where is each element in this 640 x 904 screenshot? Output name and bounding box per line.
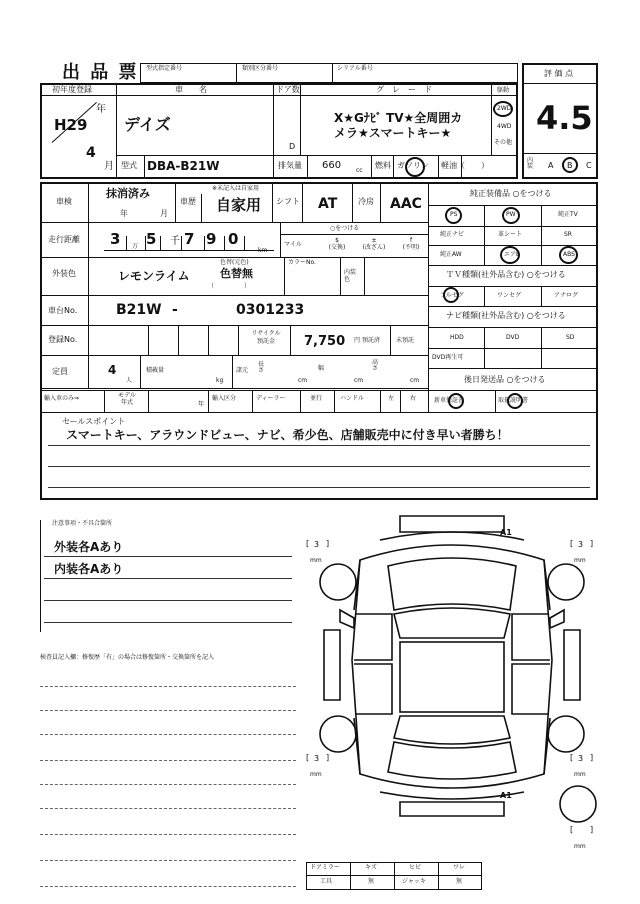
interior-b: B [567, 161, 573, 170]
doors-label: ドア数 [276, 85, 300, 94]
left-front-door [354, 614, 392, 660]
mileage-digit: 3 [110, 230, 121, 248]
chassis-prefix: B21W [116, 302, 162, 318]
tire-front-right [548, 564, 584, 600]
capacity-label: 定員 [52, 367, 68, 376]
color-value: レモンライム [118, 269, 190, 283]
left-rear-door [354, 664, 392, 714]
tv-fullseg: フルセグ [440, 292, 464, 299]
mileage-tampered: ± (改ざん) [362, 237, 386, 252]
ac-value: AAC [390, 196, 422, 212]
front-bumper [400, 516, 504, 532]
front-damage-mark: A1 [500, 528, 512, 537]
recycle-unpaid: 未預託 [396, 337, 415, 344]
equip-abs-circle [559, 246, 578, 264]
repaint-value: 色替無 [220, 267, 253, 280]
shaken-year-unit: 年 [120, 209, 128, 218]
tire-front-left [320, 564, 356, 600]
repaint-label: 色替(元色) [220, 259, 249, 266]
mile-option: マイル [284, 241, 302, 248]
hood [388, 558, 516, 610]
shaken-label: 車検 [56, 197, 72, 206]
notes-label: 注意事項・不具合箇所 [52, 520, 113, 527]
rear-window [394, 716, 510, 744]
equip-abs: ABS [563, 251, 575, 258]
score-label: 評 価 点 [544, 69, 574, 78]
reg-month: 4 [86, 145, 96, 161]
roof [400, 642, 504, 712]
mileage-marker-note: ○をつける [330, 225, 360, 232]
first-reg-label: 初年度登録 [52, 85, 92, 94]
notes-line2: 内装各Aあり [54, 562, 124, 576]
right-rear-door [512, 664, 550, 714]
car-name-label: 車 名 [175, 85, 207, 94]
interior-a: A [548, 161, 554, 170]
chassis-number: 0301233 [236, 302, 305, 318]
dim-length-label: 長さ [258, 361, 265, 374]
shaken-month-unit: 月 [160, 209, 168, 218]
fuel-gasoline: ガソリン [397, 161, 429, 170]
drive-2wd-circle [493, 101, 513, 117]
equip-navi: 純正ナビ [440, 231, 465, 238]
tire-rear-left [320, 716, 356, 752]
fuel-label: 燃料 [375, 161, 391, 170]
model-year-label: モデル 年式 [118, 392, 136, 407]
recycle-unit: 円 [354, 337, 361, 344]
table-cell: ジャッキ [402, 878, 426, 885]
right-front-door [512, 614, 550, 660]
registration-label: 登録No. [48, 335, 78, 344]
table-cell: 工具 [320, 878, 333, 885]
navi-title: ナビ種類(社外品含む) ○をつける [446, 311, 566, 320]
table-cell: 無 [368, 878, 375, 885]
shift-value: AT [318, 196, 338, 212]
reg-era: H29 [54, 116, 88, 134]
drive-other: その他 [494, 139, 513, 146]
dims-label: 諸元 [236, 367, 249, 374]
equip-airbag-circle [500, 246, 520, 264]
tv-analog: アナログ [554, 292, 579, 299]
mileage-sen: 千 [170, 236, 180, 247]
later-manual-circle [507, 393, 523, 409]
load-label: 積載量 [146, 367, 165, 374]
mileage-unknown: f (不明) [402, 237, 420, 252]
usage-label: 車歴 [180, 197, 196, 206]
later-warranty-circle [448, 393, 464, 409]
ruibetsu-label: 類別区分番号 [242, 65, 279, 72]
navi-sd: SD [566, 334, 575, 341]
cc-unit: cc [356, 167, 363, 174]
equipment-title: 純正装備品 ○をつける [470, 189, 552, 198]
shift-label: シフト [276, 197, 300, 206]
handle-label: ハンドル [340, 395, 365, 402]
import-label: 輸入車のみ⇒ [44, 395, 80, 402]
navi-dvd: DVD [506, 334, 520, 341]
table-cell: 無 [456, 878, 463, 885]
reg-month-unit: 月 [104, 161, 114, 172]
tire-spare [560, 786, 596, 822]
equip-tv: 純正TV [558, 211, 578, 218]
score-value: 4.5 [536, 99, 593, 137]
dim-height-label: 高さ [372, 359, 379, 372]
navi-hdd: HDD [450, 334, 464, 341]
grade-label: グ レ ー ド [376, 85, 432, 94]
color-no-label: カラーNo. [288, 259, 316, 266]
mileage-digit: 0 [228, 230, 239, 248]
interior-b-circle [562, 157, 578, 173]
left-step [324, 630, 340, 700]
model-year-unit: 年 [198, 401, 205, 408]
capacity-value: 4 [108, 363, 117, 377]
mileage-exchange: $ (交換) [328, 237, 346, 252]
handle-left: 左 [388, 395, 395, 402]
rear-damage-mark: A1 [500, 791, 512, 800]
notes-line1: 外装各Aあり [54, 540, 124, 554]
doors-value: D [289, 142, 296, 151]
car-name: デイズ [124, 115, 171, 134]
mileage-digit: 9 [206, 230, 217, 248]
import-parallel: 並行 [310, 395, 323, 402]
import-category-label: 輸入区分 [212, 395, 237, 402]
model-value: DBA-B21W [147, 159, 220, 173]
later-warranty: 新車保証書 [434, 397, 465, 404]
katashiki-label: 型式指定番号 [146, 65, 183, 72]
id-number-strip [140, 63, 518, 83]
color-label: 外装色 [52, 269, 76, 278]
dim-length-cm: cm [298, 377, 308, 384]
dim-width-label: 幅 [318, 365, 325, 372]
right-mirror [550, 610, 564, 628]
dim-width-cm: cm [354, 377, 364, 384]
recycle-paid: 預託済 [362, 337, 381, 344]
form-title: 出 品 票 [62, 62, 139, 83]
equip-ps: PS [450, 211, 458, 218]
serial-label: シリアル番号 [337, 65, 373, 72]
equip-pw-circle [502, 207, 520, 224]
equip-ps-circle [445, 207, 462, 224]
displacement-label: 排気量 [278, 161, 302, 170]
interior-c: C [586, 161, 592, 170]
reg-year-unit: 年 [96, 104, 106, 115]
tv-title: ＴＶ種類(社外品含む) ○をつける [446, 270, 566, 279]
selling-points-text: スマートキー、アラウンドビュー、ナビ、希少色、店舗販売中に付き早い者勝ち！ [66, 428, 509, 442]
grade-line1: X★Gﾅﾋﾞ TV★全周囲カ [334, 111, 463, 125]
interior-label: 内装 [527, 157, 534, 170]
drive-2wd: 2WD [497, 105, 512, 112]
grade-line2: メラ★スマートキー★ [334, 126, 452, 140]
right-step [564, 630, 580, 700]
later-manual: 取扱説明書 [498, 397, 529, 404]
load-kg: kg [216, 377, 224, 384]
mileage-digit: 7 [184, 230, 195, 248]
drive-4wd: 4WD [497, 123, 512, 130]
equip-pw: PW [506, 211, 516, 218]
equip-aw: 純正AW [440, 251, 462, 258]
displacement-value: 660 [322, 160, 342, 171]
fuel-diesel: 軽油（ ） [441, 161, 489, 170]
chassis-label: 車台No. [48, 306, 78, 315]
tv-oneseg: ワンセグ [497, 292, 522, 299]
windshield [394, 608, 510, 638]
mileage-label: 走行距離 [48, 235, 80, 244]
capacity-unit: 人 [126, 377, 133, 384]
chassis-dash: - [172, 302, 178, 318]
table-header: キズ [365, 864, 377, 871]
body-outline [352, 545, 552, 788]
dvd-playback-label: DVD再生可 [432, 354, 464, 361]
handle-right: 右 [410, 395, 417, 402]
interior-color-label: 内装色 [344, 269, 357, 283]
trunk [388, 742, 516, 779]
inspector-label: 検査員記入欄：修復歴「有」の場合は修復箇所・交換箇所を記入 [40, 654, 215, 661]
repaint-paren: （ ） [208, 283, 251, 290]
equip-airbag: エアB [504, 251, 521, 258]
drive-label: 駆動 [497, 87, 510, 94]
mileage-man: 万 [132, 243, 139, 250]
table-header: ヒビ [409, 864, 422, 871]
fuel-circle [405, 157, 425, 177]
ac-label: 冷房 [358, 197, 374, 206]
tire-rear-right [548, 716, 584, 752]
dim-height-cm: cm [410, 377, 420, 384]
mileage-km [258, 248, 267, 254]
tv-fullseg-circle [443, 287, 459, 303]
mileage-digit: 5 [146, 230, 157, 248]
equip-sr: SR [564, 231, 572, 238]
equip-leather: 革シート [498, 231, 523, 238]
import-dealer: ディーラー [256, 395, 286, 402]
table-header: ワレ [453, 864, 466, 871]
table-header: ドアミラー [310, 864, 340, 871]
rear-bumper [400, 802, 504, 816]
recycle-value: 7,750 [304, 334, 346, 349]
later-title: 後日発送品 ○をつける [464, 375, 546, 384]
left-mirror [340, 610, 354, 628]
recycle-label: リサイクル 預託金 [251, 330, 281, 345]
shaken-value: 抹消済み [106, 187, 150, 200]
usage-value: 自家用 [216, 196, 262, 214]
selling-points-label: セールスポイント [62, 417, 126, 426]
usage-note: ※未記入は自家用 [212, 185, 260, 192]
model-label: 型式 [121, 161, 137, 170]
